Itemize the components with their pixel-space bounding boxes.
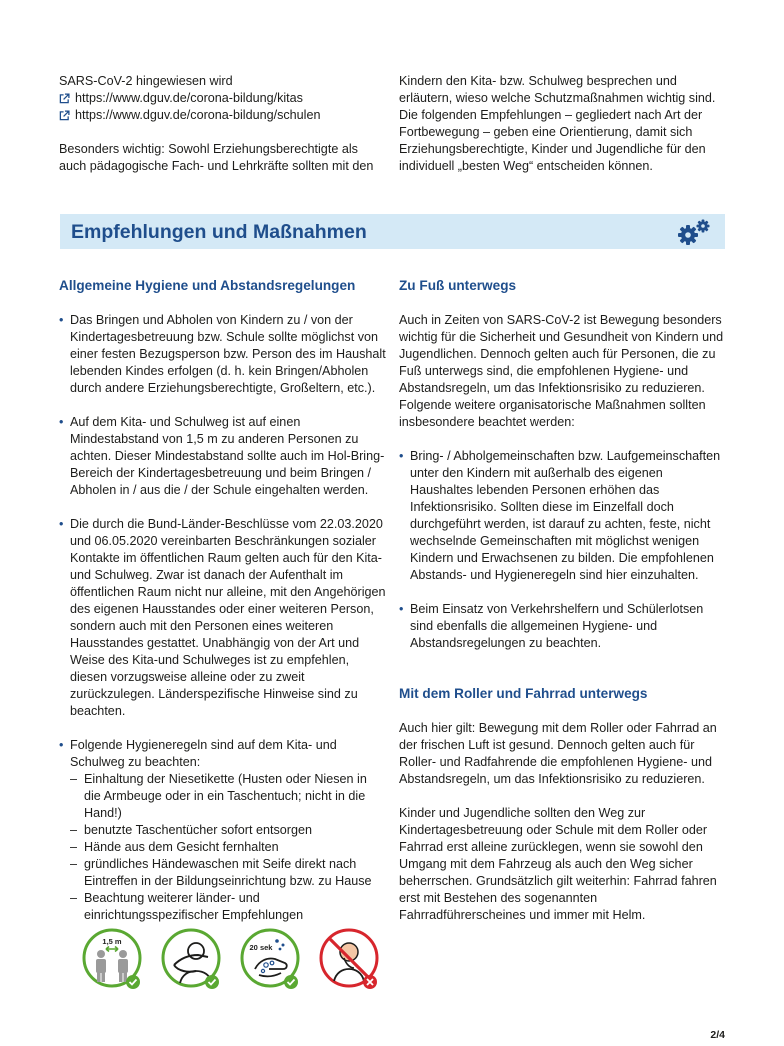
bike-paragraph-1: Auch hier gilt: Bewegung mit dem Roller oder Fahrrad an der frischen Luft ist gesund. Dennoch gelten auch für Roller- und Radfahrende die empfohlenen Hygiene- und Abstandsregeln, um das Infektionsrisiko zu reduzieren. xyxy=(399,721,717,786)
bike-paragraph-2: Kinder und Jugendliche sollten den Weg zur Kindertagesbetreuung oder Schule mit dem Roller oder Fahrrad erst alleine zurücklegen, wenn sie sowohl den Umgang mit dem Fahrzeug als auch den Weg sicher beherrschen. Grundsätzlich gilt weiterhin: Fahrrad fahren erst mit Bestehen des sogenannten Fahrradführerscheines und immer mit Helm. xyxy=(399,806,717,922)
sub-list-item: – Einhaltung der Niesetikette (Husten oder Niesen in die Armbeuge oder in ein Taschentuch; nicht in die Hand!) xyxy=(70,771,387,822)
face-touch-icon xyxy=(318,927,382,991)
distance-icon xyxy=(81,927,145,991)
sub-list-item: – Hände aus dem Gesicht fernhalten xyxy=(70,839,387,856)
intro-paragraph-right: Kindern den Kita- bzw. Schulweg besprechen und erläutern, wieso welche Schutzmaßnahmen wichtig sind. Die folgenden Empfehlungen – gegliedert nach Art der Fortbewegung – geben eine Orientierung, damit sich Erziehungsberechtigte, Kinder und Jugendliche für den individuell „besten Weg“ entscheiden können. xyxy=(399,74,716,173)
gears-icon xyxy=(675,217,713,247)
sub-list-item: – Beachtung weiterer länder- und einrichtungsspezifischer Empfehlungen xyxy=(70,890,387,924)
foot-list xyxy=(399,448,727,652)
sub-list-item: – gründliches Händewaschen mit Seife direkt nach Eintreffen in der Bildungseinrichtung bzw. zu Hause xyxy=(70,856,387,890)
handwash-label: 20 sek xyxy=(249,943,273,952)
handwash-icon xyxy=(239,927,303,991)
sneeze-elbow-icon xyxy=(160,927,224,991)
right-column xyxy=(399,277,727,924)
section-title: Empfehlungen und Maßnahmen xyxy=(71,221,367,243)
page-number: 2/4 xyxy=(710,1029,725,1041)
hygiene-heading: Allgemeine Hygiene und Abstandsregelungen xyxy=(59,278,356,293)
hygiene-pictograms xyxy=(81,927,382,991)
list-item: • Beim Einsatz von Verkehrshelfern und Schülerlotsen sind ebenfalls die allgemeinen Hygiene- und Abstandsregelungen zu beachten. xyxy=(399,601,727,652)
section-banner xyxy=(60,214,725,249)
intro-right-column xyxy=(399,73,725,175)
list-item: • Bring- / Abholgemeinschaften bzw. Laufgemeinschaften unter den Kindern mit außerhalb des eigenen Haushaltes lebenden Personen erhöhen das Infektionsrisiko. Sollten diese im Einzelfall doch durchgeführt werden, ist darauf zu achten, feste, nicht wechselnde Gemeinschaften mit möglichst wenigen Kindern und Erwachsenen zu bilden. Die empfohlenen Abstands- und Hygieneregeln sind hier einzuhalten. xyxy=(399,448,727,584)
hygiene-sublist xyxy=(70,771,387,924)
foot-paragraph: Auch in Zeiten von SARS-CoV-2 ist Bewegung besonders wichtig für die Sicherheit und Gesundheit von Kindern und Jugendlichen. Dennoch gelten auch für Personen, die zu Fuß unterwegs sind, die empfohlenen Hygiene- und Abstandsregeln, um das Infektionsrisiko zu reduzieren. Folgende weitere organisatorische Maßnahmen sollten insbesondere beachtet werden: xyxy=(399,313,724,429)
list-item-text: Folgende Hygieneregeln sind auf dem Kita- und Schulweg zu beachten: xyxy=(70,738,337,769)
foot-heading: Zu Fuß unterwegs xyxy=(399,278,517,293)
intro-line: SARS-CoV-2 hingewiesen wird xyxy=(59,74,233,88)
sub-list-item: – benutzte Taschentücher sofort entsorgen xyxy=(70,822,387,839)
link-schulen-text[interactable]: https://www.dguv.de/corona-bildung/schulen xyxy=(75,108,321,122)
intro-left-column xyxy=(59,73,387,175)
link-kitas[interactable] xyxy=(59,90,387,107)
distance-label: 1,5 m xyxy=(102,937,122,946)
list-item xyxy=(59,737,387,924)
list-item: • Die durch die Bund-Länder-Beschlüsse vom 22.03.2020 und 06.05.2020 vereinbarten Beschränkungen sozialer Kontakte im öffentlichen Raum gelten auch für den Kita- und Schulweg. Zwar ist danach der Aufenthalt im öffentlichen Raum nicht nur alleine, mit den Angehörigen des eigenen Hausstandes oder einer weiteren Person, sondern auch mit den Personen eines weiteren Hausstandes gestattet. Unabhängig von der Art und Weise des Kita-und Schulweges ist zu empfehlen, diesen vorzugsweise alleine oder zu zweit zurückzulegen. Länderspezifische Hinweise sind zu beachten. xyxy=(59,516,387,720)
external-link-icon xyxy=(59,93,70,104)
hygiene-list xyxy=(59,312,387,924)
list-item: • Das Bringen und Abholen von Kindern zu / von der Kindertagesbetreuung bzw. Schule sollte möglichst von einer festen Bezugsperson bzw. Person des im Haushalt lebenden Kindes erfolgen (d. h. kein Bringen/Abholen durch andere Erziehungsberechtigte, Großeltern, etc.). xyxy=(59,312,387,397)
intro-paragraph: Besonders wichtig: Sowohl Erziehungsberechtigte als auch pädagogische Fach- und Lehrkräfte sollten mit den xyxy=(59,142,374,173)
external-link-icon xyxy=(59,110,70,121)
link-schulen[interactable] xyxy=(59,107,387,124)
hygiene-section xyxy=(59,277,387,924)
link-kitas-text[interactable]: https://www.dguv.de/corona-bildung/kitas xyxy=(75,91,303,105)
bike-heading: Mit dem Roller und Fahrrad unterwegs xyxy=(399,686,648,701)
list-item: • Auf dem Kita- und Schulweg ist auf einen Mindestabstand von 1,5 m zu anderen Personen zu achten. Dieser Mindestabstand sollte auch im Hol-Bring-Bereich der Kindertagesbetreuung und beim Bringen / Abholen in / aus die / der Schule eingehalten werden. xyxy=(59,414,387,499)
